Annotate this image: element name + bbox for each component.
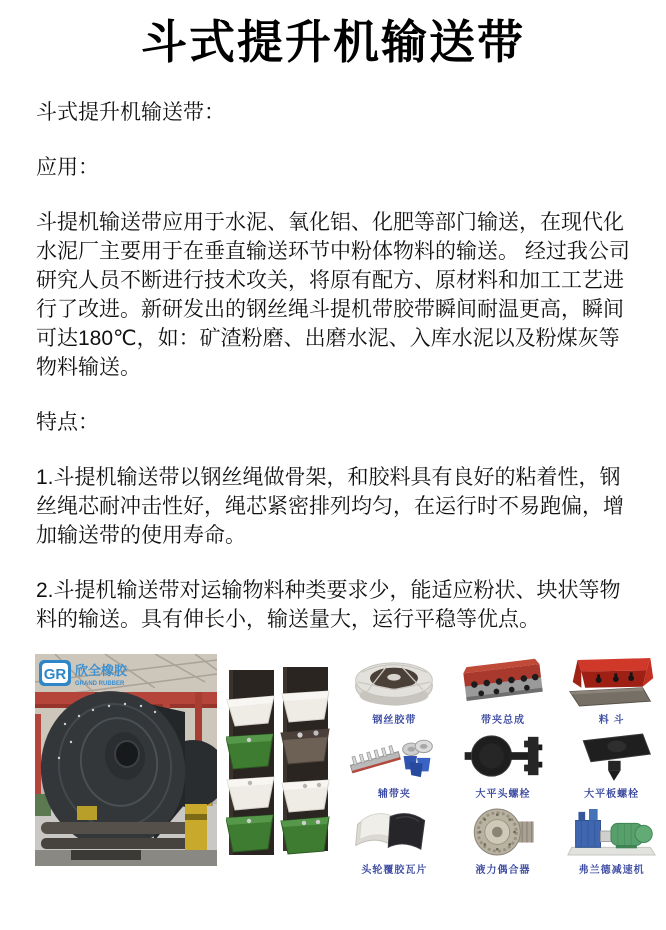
fluid-coupling-icon	[457, 805, 549, 859]
logo-name-en: GRAND RUBBER	[75, 681, 125, 687]
parts-grid	[340, 650, 666, 878]
part-label: 料 斗	[598, 715, 625, 726]
paragraph-subtitle: 斗式提升机输送带：	[36, 100, 225, 124]
flat-head-bolt-icon	[457, 729, 549, 783]
belt-clamp-assembly-icon	[457, 655, 549, 709]
bucket-gray	[281, 729, 329, 764]
bucket-green	[226, 734, 273, 769]
paragraph-feature-2: 2.斗提机输送带对运输物料种类要求少，能适应粉状、块状等物料的输送。具有伸长小，输送量大，运行平稳等优点。	[36, 578, 621, 631]
part-label: 钢丝胶带	[372, 715, 417, 726]
head-pulley-rubber-tile-icon	[348, 805, 440, 859]
part-item	[340, 802, 449, 878]
elevator-buckets-photo	[226, 663, 332, 859]
part-label: 液力偶合器	[475, 865, 531, 876]
logo-monogram: GR	[43, 666, 67, 683]
part-item	[449, 802, 558, 878]
steel-cord-belt-roll-icon	[348, 655, 440, 709]
part-item	[557, 802, 666, 878]
part-label: 大平头螺栓	[475, 789, 531, 800]
part-item	[557, 728, 666, 802]
part-label: 头轮覆胶瓦片	[361, 865, 428, 876]
paragraph-feature-1: 1.斗提机输送带以钢丝绳做骨架，和胶料具有良好的粘着性，钢丝绳芯耐冲击性好，绳芯紧密排列均匀，在运行时不易跑偏，增加输送带的使用寿命。	[36, 465, 624, 547]
logo-name-cn: 欣全橡胶	[75, 663, 128, 678]
part-label: 带夹总成	[480, 715, 525, 726]
page-title: 斗式提升机输送带	[141, 16, 525, 68]
part-item	[557, 650, 666, 728]
part-item	[449, 728, 558, 802]
grand-rubber-logo	[39, 660, 128, 687]
part-label: 弗兰德减速机	[578, 865, 645, 876]
paragraph-application-body: 斗提机输送带应用于水泥、氧化铝、化肥等部门输送，在现代化水泥厂主要用于在垂直输送环节中粉体物料的输送。 经过我公司研究人员不断进行技术攻关，将原有配方、原材料和加工工艺进行了改进。新研发出的钢丝绳斗提机带胶带瞬间耐温更高，瞬间可达180℃，如：矿渣粉磨、出磨水泥、入库水泥以及粉煤灰等物料输送。	[36, 210, 630, 379]
paragraph-application-heading: 应用：	[36, 155, 99, 179]
product-description	[0, 98, 666, 634]
paragraph-features-heading: 特点：	[36, 410, 99, 434]
part-label: 辅带夹	[377, 789, 411, 800]
flender-reducer-icon	[566, 805, 658, 859]
part-label: 大平板螺栓	[584, 789, 640, 800]
part-item	[449, 650, 558, 728]
flat-plate-bolt-icon	[566, 729, 658, 783]
part-item	[340, 650, 449, 728]
factory-belt-roll-photo	[35, 654, 217, 866]
auxiliary-belt-clamp-icon	[348, 729, 440, 783]
product-gallery	[0, 650, 666, 886]
part-item	[340, 728, 449, 802]
hopper-icon	[566, 655, 658, 709]
